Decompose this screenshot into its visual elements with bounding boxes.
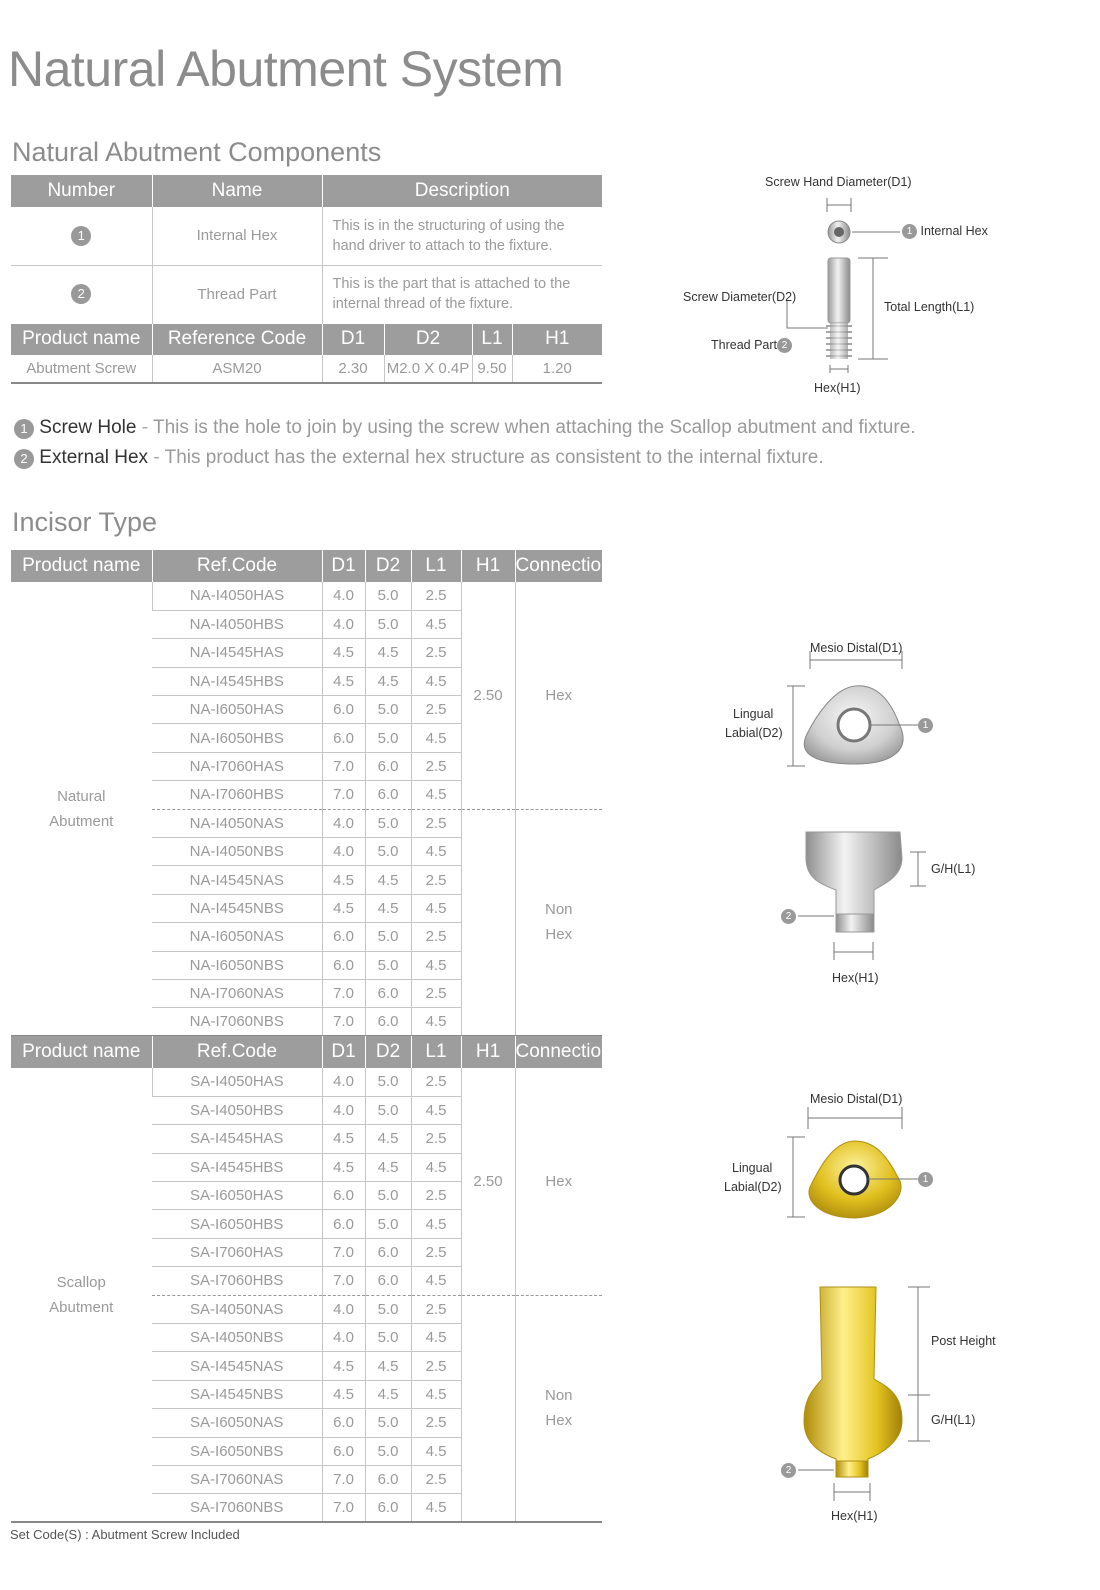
d1-value: 4.5 <box>322 894 365 922</box>
h1-empty <box>461 1295 515 1522</box>
d2-value: 5.0 <box>365 696 411 724</box>
d2-value: 4.5 <box>365 1125 411 1153</box>
connection-hex: Hex <box>515 1068 602 1295</box>
d1-value: 7.0 <box>322 1465 365 1493</box>
component-number: 1 <box>11 207 152 265</box>
ref-code: SA-I7060NBS <box>152 1494 322 1522</box>
ref-code: SA-I4545HBS <box>152 1153 322 1181</box>
ref-code: SA-I6050NAS <box>152 1409 322 1437</box>
l1-value: 2.5 <box>411 809 461 837</box>
header-number: Number <box>11 175 152 207</box>
connection-hex: Hex <box>515 582 602 809</box>
header-h1: H1 <box>461 1036 515 1068</box>
d1-value: 7.0 <box>322 979 365 1007</box>
spec-h1: 1.20 <box>512 355 602 383</box>
ref-code: SA-I6050NBS <box>152 1437 322 1465</box>
d1-value: 4.5 <box>322 1153 365 1181</box>
l1-value: 2.5 <box>411 1352 461 1380</box>
d1-value: 4.0 <box>322 1324 365 1352</box>
h1-empty <box>461 809 515 1036</box>
d2-value: 5.0 <box>365 610 411 638</box>
d1-value: 4.0 <box>322 838 365 866</box>
external-hex-marker: 2 <box>781 1462 796 1480</box>
d1-value: 4.5 <box>322 1380 365 1408</box>
table-row <box>11 1068 602 1096</box>
header-ref-code: Ref.Code <box>152 1036 322 1068</box>
natural-top-drawing <box>715 636 975 776</box>
d2-value: 5.0 <box>365 1096 411 1124</box>
header-ref-code: Ref.Code <box>152 550 322 582</box>
ref-code: NA-I7060HBS <box>152 781 322 809</box>
ref-code: SA-I4050NBS <box>152 1324 322 1352</box>
d1-value: 7.0 <box>322 781 365 809</box>
d1-value: 4.0 <box>322 582 365 610</box>
screw-drawing <box>660 168 1040 408</box>
spec-l1: 9.50 <box>472 355 512 383</box>
l1-value: 2.5 <box>411 1125 461 1153</box>
d2-value: 6.0 <box>365 979 411 1007</box>
d2-value: 6.0 <box>365 781 411 809</box>
post-height-label: Post Height <box>931 1334 996 1348</box>
hex-label: Hex(H1) <box>831 1509 878 1523</box>
l1-value: 2.5 <box>411 1409 461 1437</box>
ref-code: NA-I4050NAS <box>152 809 322 837</box>
h1-value: 2.50 <box>461 582 515 809</box>
ref-code: SA-I4545NBS <box>152 1380 322 1408</box>
hex-label: Hex(H1) <box>814 381 861 395</box>
l1-value: 4.5 <box>411 781 461 809</box>
d2-value: 5.0 <box>365 923 411 951</box>
ref-code: SA-I4050HAS <box>152 1068 322 1096</box>
ref-code: NA-I4545NAS <box>152 866 322 894</box>
ref-code: NA-I6050NBS <box>152 951 322 979</box>
l1-value: 4.5 <box>411 1380 461 1408</box>
ref-code: NA-I4545NBS <box>152 894 322 922</box>
l1-value: 4.5 <box>411 1324 461 1352</box>
d1-value: 6.0 <box>322 724 365 752</box>
header-d1: D1 <box>322 323 384 355</box>
d1-value: 7.0 <box>322 1238 365 1266</box>
number-badge: 2 <box>777 338 792 353</box>
ref-code: SA-I4050HBS <box>152 1096 322 1124</box>
footnote: Set Code(S) : Abutment Screw Included <box>10 1527 240 1542</box>
d1-value: 6.0 <box>322 923 365 951</box>
d2-value: 5.0 <box>365 1068 411 1096</box>
header-d2: D2 <box>365 1036 411 1068</box>
scallop-side-view <box>770 1283 1020 1528</box>
component-number: 2 <box>11 265 152 323</box>
l1-value: 4.5 <box>411 1096 461 1124</box>
d2-value: 6.0 <box>365 1494 411 1522</box>
d2-value: 4.5 <box>365 1380 411 1408</box>
number-badge: 1 <box>902 224 917 239</box>
header-l1: L1 <box>411 550 461 582</box>
natural-top-view <box>715 636 975 776</box>
header-h1: H1 <box>461 550 515 582</box>
scallop-abutment-table <box>11 1036 612 1523</box>
header-description: Description <box>322 175 602 207</box>
header-reference-code: Reference Code <box>152 323 322 355</box>
l1-value: 2.5 <box>411 1182 461 1210</box>
d1-value: 7.0 <box>322 1008 365 1036</box>
l1-value: 2.5 <box>411 979 461 1007</box>
ref-code: SA-I7060HBS <box>152 1267 322 1295</box>
d1-value: 6.0 <box>322 1409 365 1437</box>
lingual-label: Lingual <box>732 1161 773 1175</box>
d2-value: 5.0 <box>365 582 411 610</box>
d2-value: 5.0 <box>365 1295 411 1323</box>
screw-hole-marker: 1 <box>918 717 933 735</box>
header-d2: D2 <box>365 550 411 582</box>
d2-value: 4.5 <box>365 1352 411 1380</box>
d2-value: 4.5 <box>365 667 411 695</box>
lingual-label: Lingual <box>733 707 774 721</box>
internal-hex-label: 1 Internal Hex <box>902 224 988 239</box>
d1-value: 7.0 <box>322 1267 365 1295</box>
header-connection: Connection <box>515 550 602 582</box>
l1-value: 2.5 <box>411 1068 461 1096</box>
header-l1: L1 <box>411 1036 461 1068</box>
d1-value: 4.5 <box>322 866 365 894</box>
l1-value: 4.5 <box>411 1267 461 1295</box>
ref-code: NA-I4050HAS <box>152 582 322 610</box>
screw-hole-marker: 1 <box>918 1171 933 1189</box>
d1-value: 6.0 <box>322 696 365 724</box>
l1-value: 2.5 <box>411 752 461 780</box>
l1-value: 2.5 <box>411 639 461 667</box>
hex-label: Hex(H1) <box>832 971 879 985</box>
d2-value: 5.0 <box>365 809 411 837</box>
l1-value: 4.5 <box>411 1008 461 1036</box>
connection-non-hex: Non Hex <box>515 1295 602 1522</box>
component-description: This is the part that is attached to the internal thread of the fixture. <box>322 265 602 323</box>
components-table <box>11 175 602 384</box>
natural-abutment-table <box>11 550 612 1037</box>
l1-value: 4.5 <box>411 951 461 979</box>
d2-value: 6.0 <box>365 1465 411 1493</box>
l1-value: 4.5 <box>411 1153 461 1181</box>
d1-value: 4.0 <box>322 610 365 638</box>
components-title: Natural Abutment Components <box>12 137 382 167</box>
spec-d2: M2.0 X 0.4P <box>384 355 472 383</box>
note-external-hex: 2 External Hex - This product has the external hex structure as consistent to the internal fixture. <box>14 447 824 469</box>
header-h1: H1 <box>512 323 602 355</box>
ref-code: NA-I6050HBS <box>152 724 322 752</box>
d2-value: 6.0 <box>365 1238 411 1266</box>
d2-value: 5.0 <box>365 1409 411 1437</box>
natural-side-drawing <box>770 828 1000 993</box>
spec-d1: 2.30 <box>322 355 384 383</box>
ref-code: NA-I4050HBS <box>152 610 322 638</box>
product-group-name: Scallop Abutment <box>11 1068 152 1522</box>
component-name: Thread Part <box>152 265 322 323</box>
d2-value: 4.5 <box>365 639 411 667</box>
d2-value: 5.0 <box>365 1182 411 1210</box>
screw-diameter-label: Screw Diameter(D2) <box>683 290 797 304</box>
l1-value: 4.5 <box>411 610 461 638</box>
natural-side-view <box>770 828 1000 993</box>
component-description: This is in the structuring of using the hand driver to attach to the fixture. <box>322 207 602 265</box>
page-title: Natural Abutment System <box>8 41 564 97</box>
l1-value: 4.5 <box>411 894 461 922</box>
l1-value: 4.5 <box>411 667 461 695</box>
mesio-distal-label: Mesio Distal(D1) <box>810 1092 903 1106</box>
d2-value: 5.0 <box>365 951 411 979</box>
thread-part-label: Thread Part 2 <box>711 338 792 353</box>
d2-value: 5.0 <box>365 724 411 752</box>
d1-value: 6.0 <box>322 1210 365 1238</box>
ref-code: NA-I6050NAS <box>152 923 322 951</box>
gh-label: G/H(L1) <box>931 862 976 876</box>
d2-value: 4.5 <box>365 894 411 922</box>
l1-value: 4.5 <box>411 724 461 752</box>
d1-value: 4.0 <box>322 1068 365 1096</box>
ref-code: NA-I7060NBS <box>152 1008 322 1036</box>
l1-value: 2.5 <box>411 696 461 724</box>
d1-value: 6.0 <box>322 951 365 979</box>
component-name: Internal Hex <box>152 207 322 265</box>
ref-code: SA-I4545NAS <box>152 1352 322 1380</box>
l1-value: 2.5 <box>411 1295 461 1323</box>
d2-value: 6.0 <box>365 752 411 780</box>
d1-value: 4.5 <box>322 667 365 695</box>
screw-hand-diameter-label: Screw Hand Diameter(D1) <box>765 175 912 189</box>
d2-value: 4.5 <box>365 1153 411 1181</box>
d1-value: 4.5 <box>322 1125 365 1153</box>
d2-value: 5.0 <box>365 1210 411 1238</box>
d1-value: 4.0 <box>322 1295 365 1323</box>
l1-value: 4.5 <box>411 1437 461 1465</box>
d1-value: 6.0 <box>322 1182 365 1210</box>
d2-value: 5.0 <box>365 1324 411 1352</box>
spec-reference-code: ASM20 <box>152 355 322 383</box>
d1-value: 4.0 <box>322 809 365 837</box>
ref-code: NA-I7060HAS <box>152 752 322 780</box>
total-length-label: Total Length(L1) <box>884 300 975 314</box>
external-hex-marker: 2 <box>781 908 796 926</box>
ref-code: NA-I7060NAS <box>152 979 322 1007</box>
ref-code: SA-I7060NAS <box>152 1465 322 1493</box>
spec-product-name: Abutment Screw <box>11 355 152 383</box>
incisor-title: Incisor Type <box>12 507 158 537</box>
h1-value: 2.50 <box>461 1068 515 1295</box>
l1-value: 2.5 <box>411 923 461 951</box>
scallop-top-view <box>715 1087 975 1227</box>
header-d1: D1 <box>322 1036 365 1068</box>
d1-value: 7.0 <box>322 1494 365 1522</box>
product-group-name: Natural Abutment <box>11 582 152 1036</box>
d2-value: 6.0 <box>365 1267 411 1295</box>
l1-value: 2.5 <box>411 866 461 894</box>
header-d2: D2 <box>384 323 472 355</box>
connection-non-hex: Non Hex <box>515 809 602 1036</box>
l1-value: 4.5 <box>411 838 461 866</box>
header-name: Name <box>152 175 322 207</box>
gh-label: G/H(L1) <box>931 1413 976 1427</box>
d2-value: 4.5 <box>365 866 411 894</box>
ref-code: SA-I4050NAS <box>152 1295 322 1323</box>
ref-code: SA-I7060HAS <box>152 1238 322 1266</box>
l1-value: 2.5 <box>411 582 461 610</box>
ref-code: SA-I6050HBS <box>152 1210 322 1238</box>
d2-value: 6.0 <box>365 1008 411 1036</box>
d1-value: 4.5 <box>322 639 365 667</box>
mesio-distal-label: Mesio Distal(D1) <box>810 641 903 655</box>
d2-value: 5.0 <box>365 1437 411 1465</box>
d1-value: 4.0 <box>322 1096 365 1124</box>
scallop-side-drawing <box>770 1283 1020 1528</box>
d1-value: 7.0 <box>322 752 365 780</box>
note-screw-hole: 1 Screw Hole - This is the hole to join by using the screw when attaching the Scallop abutment and fixture. <box>14 417 916 439</box>
table-row <box>11 582 602 610</box>
header-product-name: Product name <box>11 323 152 355</box>
ref-code: NA-I6050HAS <box>152 696 322 724</box>
l1-value: 2.5 <box>411 1465 461 1493</box>
d1-value: 6.0 <box>322 1437 365 1465</box>
d1-value: 4.5 <box>322 1352 365 1380</box>
l1-value: 4.5 <box>411 1494 461 1522</box>
screw-diagram <box>660 168 1040 408</box>
l1-value: 2.5 <box>411 1238 461 1266</box>
ref-code: SA-I4545HAS <box>152 1125 322 1153</box>
labial-label: Labial(D2) <box>724 1180 782 1194</box>
header-product-name: Product name <box>11 550 152 582</box>
header-product-name: Product name <box>11 1036 152 1068</box>
ref-code: SA-I6050HAS <box>152 1182 322 1210</box>
ref-code: NA-I4545HAS <box>152 639 322 667</box>
l1-value: 4.5 <box>411 1210 461 1238</box>
ref-code: NA-I4545HBS <box>152 667 322 695</box>
header-l1: L1 <box>472 323 512 355</box>
labial-label: Labial(D2) <box>725 726 783 740</box>
ref-code: NA-I4050NBS <box>152 838 322 866</box>
d2-value: 5.0 <box>365 838 411 866</box>
scallop-top-drawing <box>715 1087 975 1227</box>
header-d1: D1 <box>322 550 365 582</box>
header-connection: Connection <box>515 1036 602 1068</box>
